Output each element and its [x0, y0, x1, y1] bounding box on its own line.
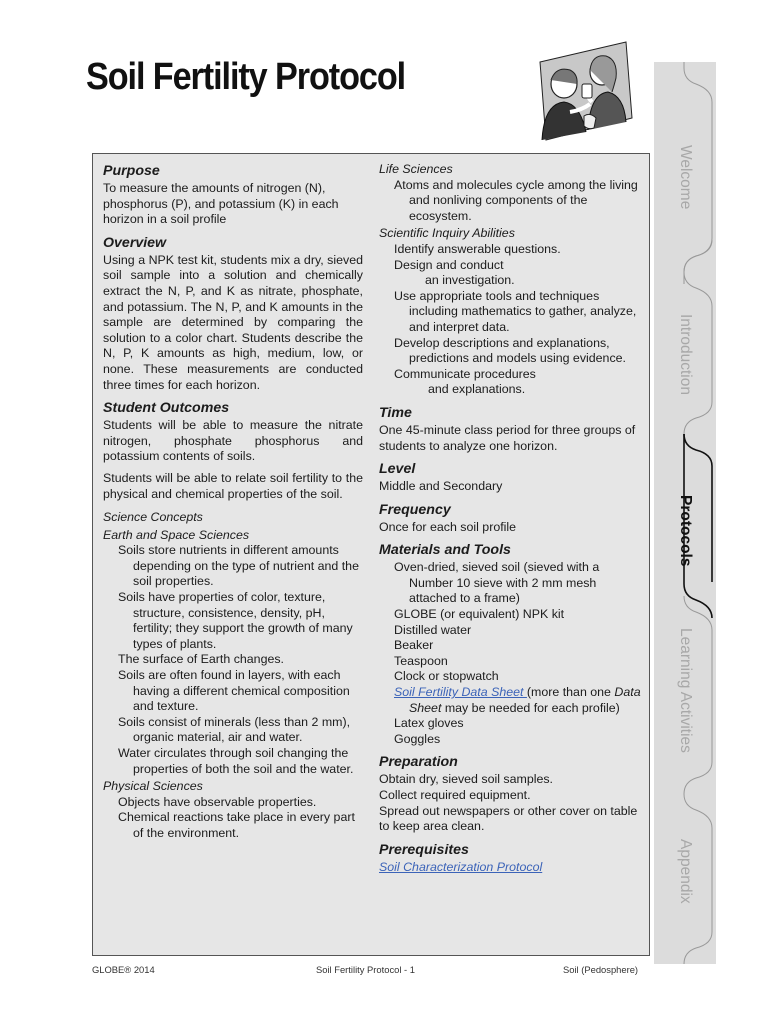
overview-heading: Overview	[103, 234, 167, 251]
level-text: Middle and Secondary	[379, 479, 503, 494]
list-item: Design and conduct	[394, 257, 504, 272]
right-column	[379, 162, 641, 875]
list-item: Soils store nutrients in different amounts depending on the type of nutrient and the soil properties.	[118, 543, 359, 589]
tab-welcome[interactable]: Welcome	[677, 144, 694, 210]
list-item: Distilled water	[394, 622, 472, 637]
earth-space-label: Earth and Space Sciences	[103, 527, 250, 542]
materials-heading: Materials and Tools	[379, 542, 511, 559]
outcomes-text-2: Students will be able to relate soil fertility to the physical and chemical properties of the soil.	[103, 470, 363, 501]
page-title: Soil Fertility Protocol	[86, 56, 406, 98]
list-item: Spread out newspapers or other cover on table to keep area clean.	[379, 803, 638, 834]
list-item: Water circulates through soil changing the properties of both the soil and the water.	[118, 746, 354, 776]
list-item: Chemical reactions take place in every part of the environment.	[118, 810, 355, 840]
list-item: and explanations.	[428, 382, 526, 397]
soil-characterization-protocol-link[interactable]: Soil Characterization Protocol	[379, 859, 543, 874]
list-item: Soils are often found in layers, with each having a different chemical composition and texture.	[118, 668, 350, 714]
overview-text: Using a NPK test kit, students mix a dry, sieved soil sample into a solution and chemically extract the N, P, and K as nitrate, phosphate, and potassium. The N, P, and K amounts in the sample are determined by comparing the solution to a color chart. Students describe the N, P, K amounts as high, medium, low, or none. These measurements are conducted three times for each horizon.	[103, 252, 363, 392]
section-tabs	[654, 62, 716, 964]
datasheet-italic: Data Sheet	[409, 685, 641, 715]
list-item: Teaspoon	[394, 653, 448, 668]
preparation-heading: Preparation	[379, 754, 458, 771]
time-heading: Time	[379, 404, 412, 421]
list-item: Communicate procedures	[394, 366, 536, 381]
protocol-summary-box	[92, 153, 650, 956]
footer-copyright: GLOBE® 2014	[92, 964, 155, 975]
tab-introduction[interactable]: Introduction	[677, 313, 694, 395]
tab-protocols[interactable]: Protocols	[677, 495, 694, 567]
tab-learning-activities[interactable]: Learning Activities	[677, 627, 694, 753]
footer-section: Soil (Pedosphere)	[563, 964, 639, 975]
list-item: Obtain dry, sieved soil samples.	[379, 772, 554, 787]
list-item: Atoms and molecules cycle among the living and nonliving components of the ecosystem.	[394, 177, 638, 223]
datasheet-item	[379, 685, 641, 716]
list-item: Soils consist of minerals (less than 2 mm), organic material, air and water.	[118, 714, 351, 745]
list-item: GLOBE (or equivalent) NPK kit	[394, 607, 565, 622]
purpose-heading: Purpose	[103, 163, 160, 179]
level-heading: Level	[379, 461, 416, 478]
list-item: Objects have observable properties.	[118, 794, 317, 809]
soil-fertility-data-sheet-link[interactable]: Soil Fertility Data Sheet	[394, 685, 527, 700]
list-item: Identify answerable questions.	[394, 241, 561, 256]
datasheet-text-1: (more than one	[526, 685, 615, 700]
list-item: Use appropriate tools and techniques including mathematics to gather, analyze, and interpret data.	[394, 288, 637, 334]
outcomes-text-1: Students will be able to measure the nitrate nitrogen, phosphate phosphorus and potassium contents of soils.	[103, 418, 363, 464]
list-item: Beaker	[394, 638, 434, 653]
inquiry-label: Scientific Inquiry Abilities	[379, 226, 515, 241]
list-item: Develop descriptions and explanations, predictions and models using evidence.	[394, 335, 626, 366]
prerequisites-heading: Prerequisites	[379, 841, 469, 858]
list-item: Clock or stopwatch	[394, 669, 499, 684]
datasheet-text-2: may be needed for each profile)	[441, 700, 620, 715]
time-text: One 45-minute class period for three groups of students to analyze one horizon.	[379, 422, 636, 453]
purpose-text: To measure the amounts of nitrogen (N), phosphorus (P), and potassium (K) in each horizon in a soil profile	[103, 181, 339, 227]
list-item: Collect required equipment.	[379, 788, 531, 802]
list-item: The surface of Earth changes.	[118, 652, 284, 667]
list-item: Oven-dried, sieved soil (sieved with a Number 10 sieve with 2 mm mesh attached to a frame)	[394, 560, 600, 606]
left-column	[103, 162, 363, 842]
life-sciences-label: Life Sciences	[379, 162, 453, 176]
list-item: Latex gloves	[394, 716, 464, 731]
list-item: an investigation.	[425, 273, 515, 288]
footer-page-number: Soil Fertility Protocol - 1	[316, 964, 415, 975]
tab-appendix[interactable]: Appendix	[677, 838, 694, 904]
frequency-text: Once for each soil profile	[379, 519, 517, 534]
frequency-heading: Frequency	[379, 501, 451, 518]
students-illustration	[530, 40, 634, 148]
list-item: Goggles	[394, 731, 441, 746]
list-item: Soils have properties of color, texture, structure, consistence, density, pH, fertility; they support the growth of many types of plants.	[118, 590, 353, 651]
science-concepts-label: Science Concepts	[103, 510, 203, 525]
student-outcomes-heading: Student Outcomes	[103, 400, 230, 417]
physical-sciences-label: Physical Sciences	[103, 779, 203, 794]
